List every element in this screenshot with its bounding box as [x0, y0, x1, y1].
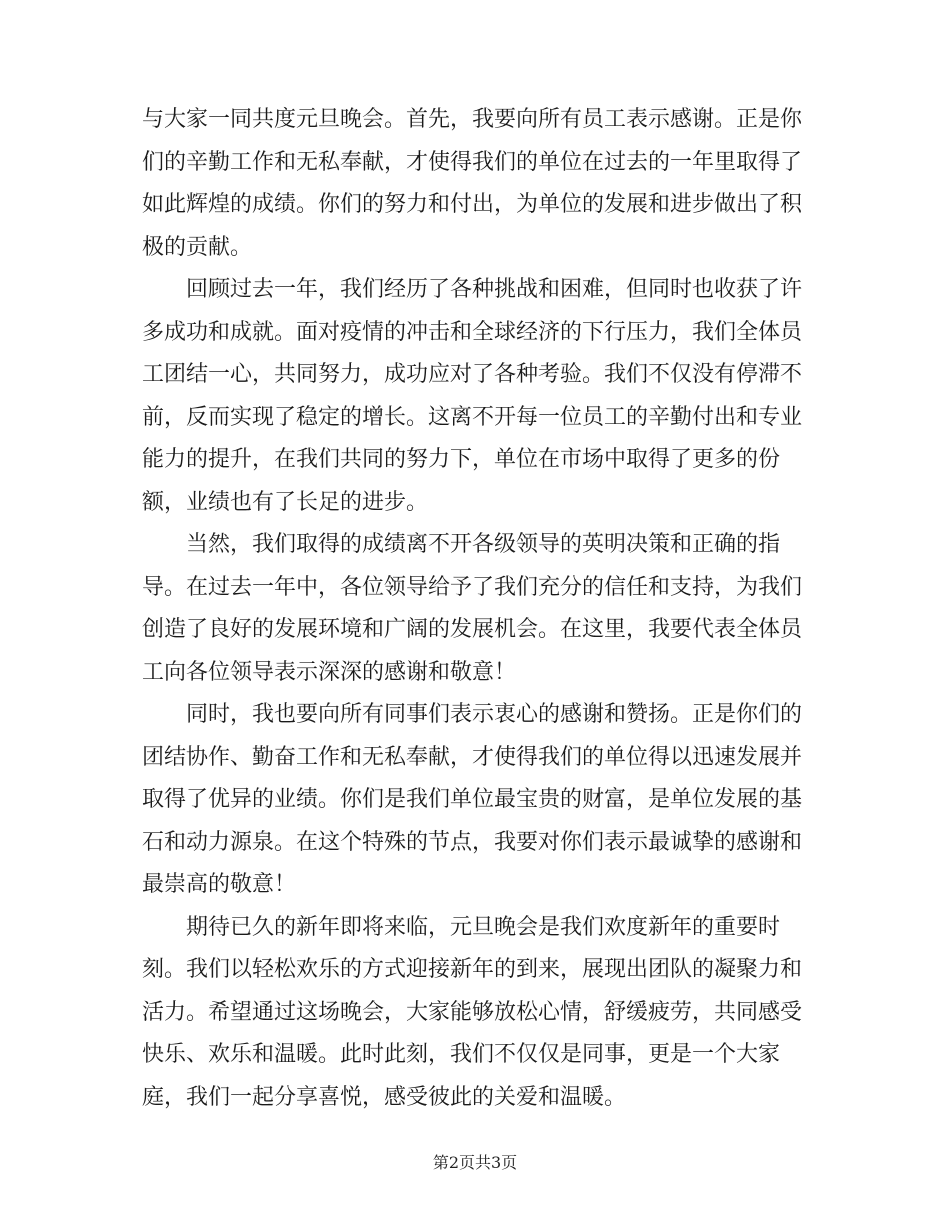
text-line: 工团结一心，共同努力，成功应对了各种考验。我们不仅没有停滞不 [142, 362, 803, 387]
text-line: 如此辉煌的成绩。你们的努力和付出，为单位的发展和进步做出了积 [142, 192, 803, 217]
text-line: 石和动力源泉。在这个特殊的节点，我要对你们表示最诚挚的感谢和 [142, 829, 803, 855]
text-line: 极的贡献。 [142, 234, 253, 260]
text-line: 快乐、欢乐和温暖。此时此刻，我们不仅仅是同事，更是一个大家 [142, 1042, 781, 1067]
text-line: 与大家一同共度元旦晚会。首先，我要向所有员工表示感谢。正是你 [142, 107, 803, 132]
text-line: 工向各位领导表示深深的感谢和敬意！ [142, 659, 517, 685]
text-line: 当然，我们取得的成绩离不开各级领导的英明决策和正确的指 [142, 532, 781, 557]
text-line: 取得了优异的业绩。你们是我们单位最宝贵的财富，是单位发展的基 [142, 787, 803, 812]
paragraph-3 [142, 524, 802, 694]
text-line: 庭，我们一起分享喜悦，感受彼此的关爱和温暖。 [142, 1084, 627, 1110]
paragraph-4 [142, 694, 802, 907]
paragraph-2 [142, 269, 802, 524]
paragraph-1 [142, 99, 802, 269]
text-line: 能力的提升，在我们共同的努力下，单位在市场中取得了更多的份 [142, 447, 781, 472]
text-line: 回顾过去一年，我们经历了各种挑战和困难，但同时也收获了许 [142, 277, 803, 302]
page-number-footer: 第2页共3页 [432, 1153, 518, 1172]
text-line: 额，业绩也有了长足的进步。 [142, 489, 429, 515]
text-line: 活力。希望通过这场晚会，大家能够放松心情，舒缓疲劳，共同感受 [142, 999, 803, 1025]
text-line: 刻。我们以轻松欢乐的方式迎接新年的到来，展现出团队的凝聚力和 [142, 957, 803, 982]
text-line: 多成功和成就。面对疫情的冲击和全球经济的下行压力，我们全体员 [142, 319, 803, 345]
text-line: 创造了良好的发展环境和广阔的发展机会。在这里，我要代表全体员 [142, 617, 803, 642]
text-line: 前，反而实现了稳定的增长。这离不开每一位员工的辛勤付出和专业 [142, 404, 803, 430]
text-line: 期待已久的新年即将来临，元旦晚会是我们欢度新年的重要时 [142, 914, 781, 940]
text-line: 团结协作、勤奋工作和无私奉献，才使得我们的单位得以迅速发展并 [142, 744, 803, 770]
paragraph-5 [142, 907, 802, 1120]
text-line: 同时，我也要向所有同事们表示衷心的感谢和赞扬。正是你们的 [142, 702, 803, 727]
document-body [142, 99, 802, 1119]
text-line: 导。在过去一年中，各位领导给予了我们充分的信任和支持，为我们 [142, 574, 803, 600]
text-line: 们的辛勤工作和无私奉献，才使得我们的单位在过去的一年里取得了 [142, 149, 803, 175]
text-line: 最崇高的敬意！ [142, 872, 297, 897]
